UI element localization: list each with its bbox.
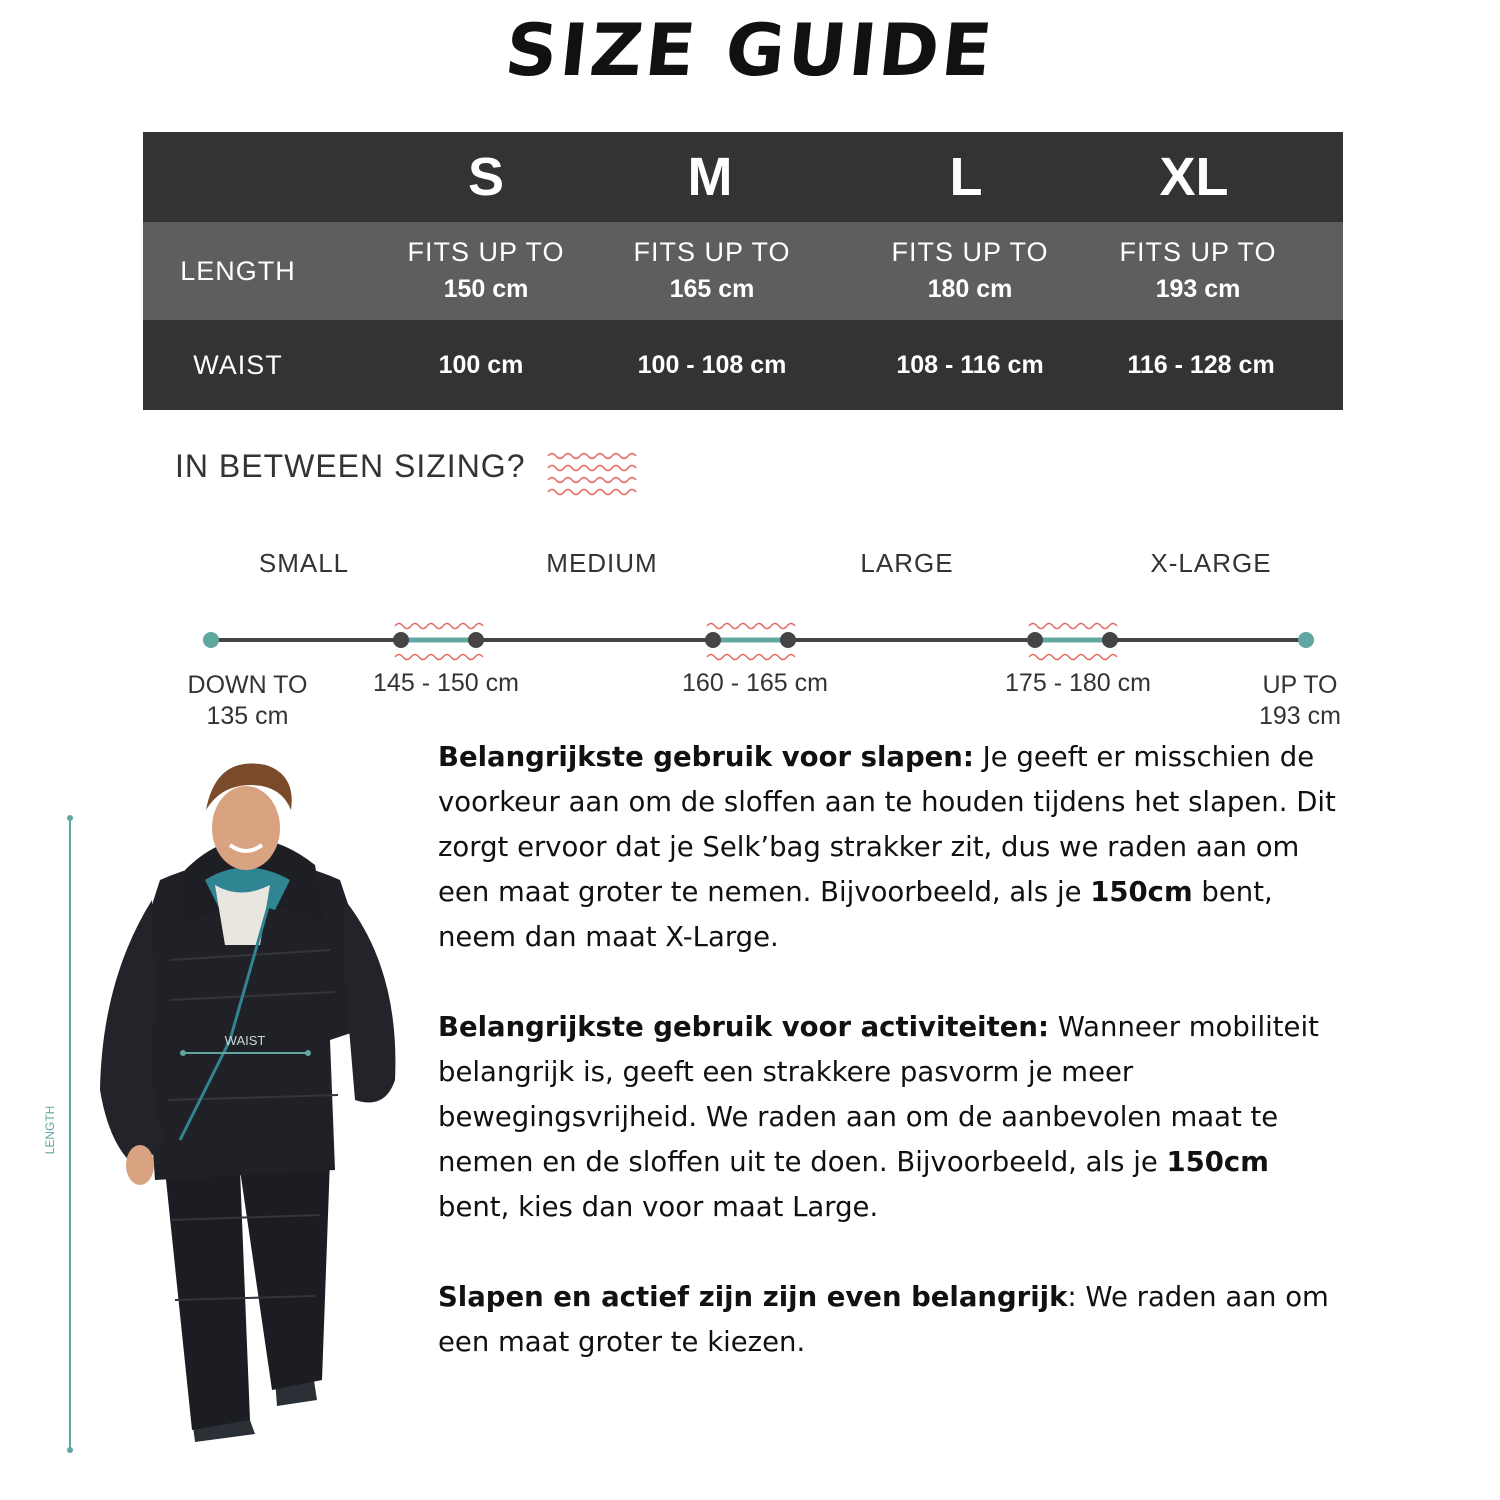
waist-label: WAIST <box>193 349 283 380</box>
range-label-1: 145 - 150 cm <box>373 669 519 697</box>
size-m: M <box>687 147 733 207</box>
size-s: S <box>467 147 505 207</box>
length-measure-label: LENGTH <box>43 1105 57 1155</box>
right-arm <box>345 900 395 1103</box>
length-s <box>381 222 591 320</box>
in-between-heading: IN BETWEEN SIZING? <box>175 448 526 484</box>
length-l-text: FITS UP TO <box>891 237 1049 267</box>
advice-both-heading: Slapen en actief zijn zijn even belangrijk <box>438 1281 1068 1313</box>
length-s-value: 150 cm <box>443 275 529 303</box>
length-row <box>143 222 1343 320</box>
scale-medium: MEDIUM <box>546 548 658 578</box>
length-xl <box>1093 222 1303 320</box>
advice-both <box>438 1275 1338 1365</box>
waist-l: 108 - 116 cm <box>896 350 1044 379</box>
timeline-dot <box>780 632 796 648</box>
size-table <box>143 132 1343 410</box>
end-line2: 193 cm <box>1259 702 1341 730</box>
advice-activities-heading: Belangrijkste gebruik voor activiteiten: <box>438 1011 1049 1043</box>
timeline-end-dot <box>1298 632 1314 648</box>
advice-sleeping-text-a: Je geeft er misschien de voorkeur aan om de sloffen aan te houden tijdens het slapen. Dit zorgt ervoor dat je Selk’bag strakker zit, dus we raden aan om een maat groter te nemen. Bijvoorbeeld, als je <box>438 741 1336 908</box>
length-m-value: 165 cm <box>669 275 755 303</box>
end-line1: UP TO <box>1262 671 1338 699</box>
length-xl-text: FITS UP TO <box>1119 237 1277 267</box>
length-label: LENGTH <box>180 255 296 286</box>
size-header-row <box>143 132 1343 222</box>
timeline-dot <box>1102 632 1118 648</box>
timeline-dot <box>393 632 409 648</box>
advice-sleeping <box>438 735 1338 960</box>
advice-activities-text-b: bent, kies dan voor maat Large. <box>438 1191 879 1223</box>
advice-text <box>438 735 1338 1410</box>
advice-activities <box>438 1005 1338 1230</box>
advice-both-text: : We raden aan om een maat groter te kiezen. <box>438 1281 1329 1358</box>
timeline-dot <box>705 632 721 648</box>
right-leg <box>240 1160 330 1390</box>
start-line1: DOWN TO <box>187 671 308 699</box>
waist-m: 100 - 108 cm <box>637 350 787 379</box>
person-illustration <box>40 760 420 1460</box>
range-label-3: 175 - 180 cm <box>1005 669 1151 697</box>
length-m <box>607 222 817 320</box>
waist-xl: 116 - 128 cm <box>1127 350 1275 379</box>
waist-s: 100 cm <box>438 350 524 379</box>
advice-activities-text-a: Wanneer mobiliteit belangrijk is, geeft een strakkere pasvorm je meer bewegingsvrijheid. We raden aan om de aanbevolen maat te nemen en de sloffen uit te doen. Bijvoorbeeld, als je <box>438 1011 1319 1178</box>
range-label-2: 160 - 165 cm <box>682 669 828 697</box>
start-line2: 135 cm <box>206 702 289 730</box>
size-xl: XL <box>1159 147 1229 207</box>
advice-sleeping-heading: Belangrijkste gebruik voor slapen: <box>438 741 974 773</box>
advice-sleeping-text-b: bent, neem dan maat X-Large. <box>438 876 1273 953</box>
timeline-dot <box>468 632 484 648</box>
head <box>212 786 280 870</box>
length-xl-value: 193 cm <box>1155 275 1241 303</box>
scale-xlarge: X-LARGE <box>1150 548 1272 578</box>
advice-sleeping-number: 150cm <box>1090 876 1193 908</box>
advice-activities-number: 150cm <box>1166 1146 1269 1178</box>
length-m-text: FITS UP TO <box>633 237 791 267</box>
left-hand <box>126 1145 154 1185</box>
timeline-start-label <box>160 670 335 732</box>
scale-large: LARGE <box>860 548 954 578</box>
waist-measure-label: WAIST <box>224 1033 266 1048</box>
waist-row <box>143 320 1343 410</box>
length-l-value: 180 cm <box>927 275 1013 303</box>
length-s-text: FITS UP TO <box>407 237 565 267</box>
page-title: SIZE GUIDE <box>501 8 999 92</box>
wave-decoration-icon <box>545 448 645 498</box>
length-l <box>865 222 1075 320</box>
timeline-end-label <box>1225 670 1375 732</box>
size-l: L <box>949 147 983 207</box>
scale-small: SMALL <box>258 548 350 578</box>
timeline-start-dot <box>203 632 219 648</box>
timeline-dot <box>1027 632 1043 648</box>
